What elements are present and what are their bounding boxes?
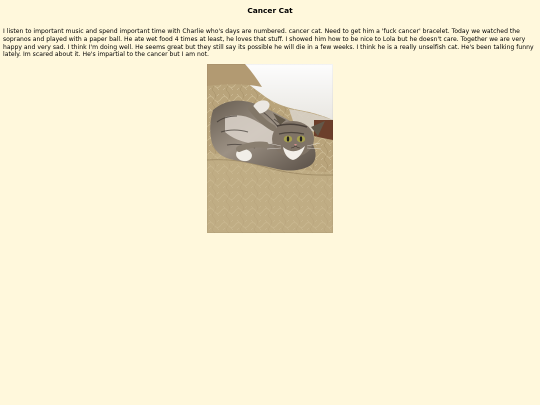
cat-photo	[207, 64, 333, 233]
page-title: Cancer Cat	[247, 6, 293, 15]
post-body: I listen to important music and spend important time with Charlie who's days are numbered. cancer cat. Need to get him a 'fuck cancer' bracelet. Today we watched the sopranos and played with a paper ball. He ate wet food 4 times at least, he loves that stuff. I showed him how to be nice to Lola but he doesn't care. Together we are very happy and very sad. I think I'm doing well. He seems great but they still say its possible he will die in a few weeks. I think he is a really unselfish cat. He's been talking funny lately. Im scared about it. He's impartial to the cancer but I am not.	[3, 28, 534, 59]
photo-container	[3, 64, 537, 233]
